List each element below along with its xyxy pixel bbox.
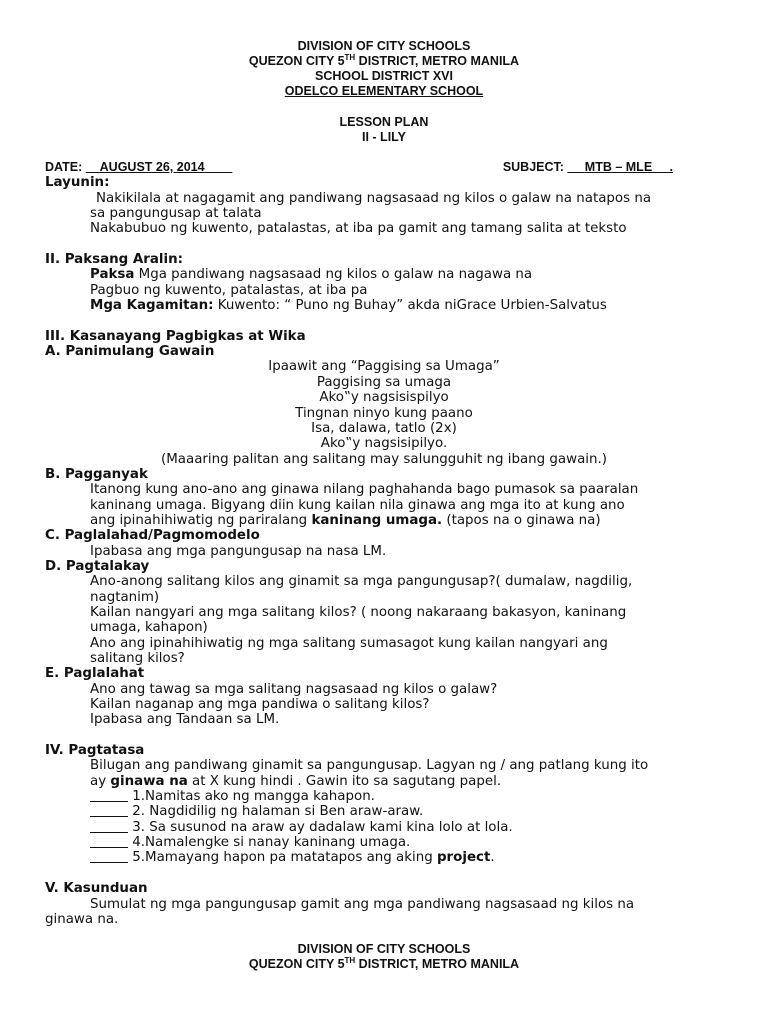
school-name: ODELCO ELEMENTARY SCHOOL bbox=[284, 84, 484, 98]
pagganyak-line: Itanong kung ano-ano ang ginawa nilang paghahanda bago pumasok sa paaralan bbox=[90, 482, 639, 498]
answer-blank bbox=[90, 820, 128, 833]
layunin-heading: Layunin: bbox=[45, 175, 110, 191]
song-line: Paggising sa umaga bbox=[316, 374, 452, 390]
song-line: Ipaawit ang “Paggising sa Umaga” bbox=[268, 359, 500, 375]
lesson-plan-title bbox=[0, 115, 768, 145]
paglalahat-line: Ano ang tawag sa mga salitang nagsasaad ng kilos o galaw? bbox=[90, 681, 498, 697]
subject-field: SUBJECT: MTB – MLE . bbox=[502, 160, 673, 174]
kasunduan-line: ginawa na. bbox=[45, 911, 119, 927]
answer-blank bbox=[90, 835, 128, 848]
pagtatasa-heading: IV. Pagtatasa bbox=[45, 743, 145, 759]
kasunduan-heading: V. Kasunduan bbox=[45, 881, 148, 897]
answer-blank bbox=[90, 789, 128, 802]
quiz-item: 5.Mamayang hapon pa matatapos ang aking project. bbox=[45, 850, 735, 865]
lesson-body bbox=[45, 160, 735, 927]
pagganyak-line: ang ipinahihiwatig ng pariralang kaninang umaga. (tapos na o ginawa na) bbox=[90, 512, 601, 528]
school-district-line: SCHOOL DISTRICT XVI bbox=[315, 69, 453, 83]
division-line: DIVISION OF CITY SCHOOLS bbox=[297, 942, 471, 956]
pagtatasa-instruction: ay ginawa na at X kung hindi . Gawin ito sa sagutang papel. bbox=[90, 773, 502, 789]
paglalahad-heading: C. Paglalahad/Pagmomodelo bbox=[45, 528, 260, 544]
quiz-item: 1.Namitas ako ng mangga kahapon. bbox=[45, 789, 735, 804]
pagtalakay-line: Kailan nangyari ang mga salitang kilos? ( noong nakaraang bakasyon, kaninang bbox=[90, 604, 627, 620]
district-line: QUEZON CITY 5TH DISTRICT, METRO MANILA bbox=[248, 955, 520, 971]
district-line: QUEZON CITY 5TH DISTRICT, METRO MANILA bbox=[248, 52, 520, 68]
song-note: (Maaaring palitan ang salitang may salungguhit ng ibang gawain.) bbox=[161, 451, 607, 467]
kasanayan-heading: III. Kasanayang Pagbigkas at Wika bbox=[45, 328, 306, 344]
quiz-item: 2. Nagdidilig ng halaman si Ben araw-araw. bbox=[45, 804, 735, 819]
quiz-item: 3. Sa susunod na araw ay dadalaw kami kina lolo at lola. bbox=[45, 820, 735, 835]
paksa-line: Paksa Mga pandiwang nagsasaad ng kilos o galaw na nagawa na bbox=[90, 267, 533, 283]
paglalahat-heading: E. Paglalahat bbox=[45, 666, 145, 682]
layunin-line: sa pangungusap at talata bbox=[90, 206, 262, 222]
quiz-item: 4.Namalengke si nanay kaninang umaga. bbox=[45, 835, 735, 850]
date-value: AUGUST 26, 2014 bbox=[99, 160, 205, 174]
song-line: Ako‟y nagsisipilyo. bbox=[320, 436, 448, 452]
lesson-plan-heading: LESSON PLAN bbox=[339, 115, 429, 129]
pagganyak-heading: B. Pagganyak bbox=[45, 466, 148, 482]
song-line: Isa, dalawa, tatlo (2x) bbox=[311, 420, 457, 436]
pagtatasa-instruction: Bilugan ang pandiwang ginamit sa pangungusap. Lagyan ng / ang patlang kung ito bbox=[90, 758, 649, 774]
date-subject-line bbox=[45, 160, 735, 175]
song-line: Ako‟y nagsisispilyo bbox=[319, 390, 449, 406]
paksang-aralin-heading: II. Paksang Aralin: bbox=[45, 252, 183, 268]
song-lyrics bbox=[0, 359, 768, 466]
paglalahat-line: Ipabasa ang Tandaan sa LM. bbox=[90, 712, 280, 728]
pagtalakay-line: umaga, kahapon) bbox=[90, 620, 208, 636]
pagtalakay-line: salitang kilos? bbox=[90, 651, 185, 666]
kasunduan-line: Sumulat ng mga pangungusap gamit ang mga pandiwang nagsasaad ng kilos na bbox=[90, 896, 635, 912]
paksa-line: Pagbuo ng kuwento, patalastas, at iba pa bbox=[90, 282, 368, 298]
answer-blank bbox=[90, 804, 128, 817]
division-line: DIVISION OF CITY SCHOOLS bbox=[297, 39, 471, 53]
pagtalakay-heading: D. Pagtalakay bbox=[45, 558, 150, 574]
pagganyak-line: kaninang umaga. Bigyang diin kung kailan nila ginawa ang mga ito at kung ano bbox=[90, 497, 625, 513]
panimulang-gawain-heading: A. Panimulang Gawain bbox=[45, 344, 215, 360]
paglalahad-line: Ipabasa ang mga pangungusap na nasa LM. bbox=[90, 543, 387, 559]
pagtalakay-line: Ano-anong salitang kilos ang ginamit sa mga pangungusap?( dumalaw, nagdilig, bbox=[90, 574, 633, 590]
kagamitan-line: Mga Kagamitan: Kuwento: “ Puno ng Buhay” akda niGrace Urbien-Salvatus bbox=[90, 298, 607, 314]
song-line: Tingnan ninyo kung paano bbox=[295, 405, 473, 421]
next-page-header bbox=[0, 942, 768, 972]
layunin-line: Nakabubuo ng kuwento, patalastas, at iba pa gamit ang tamang salita at teksto bbox=[90, 221, 627, 237]
pagtalakay-line: Ano ang ipinahihiwatig ng mga salitang sumasagot kung kailan nangyari ang bbox=[90, 635, 608, 651]
class-section: II - LILY bbox=[362, 130, 406, 144]
document-header bbox=[0, 39, 768, 99]
pagtalakay-line: nagtanim) bbox=[90, 589, 160, 605]
layunin-line: Nakikilala at nagagamit ang pandiwang nagsasaad ng kilos o galaw na natapos na bbox=[96, 190, 652, 206]
date-field: DATE: AUGUST 26, 2014 bbox=[45, 160, 205, 174]
paglalahat-line: Kailan naganap ang mga pandiwa o salitang kilos? bbox=[90, 697, 430, 713]
answer-blank bbox=[90, 850, 128, 863]
subject-value: MTB – MLE bbox=[584, 160, 653, 174]
